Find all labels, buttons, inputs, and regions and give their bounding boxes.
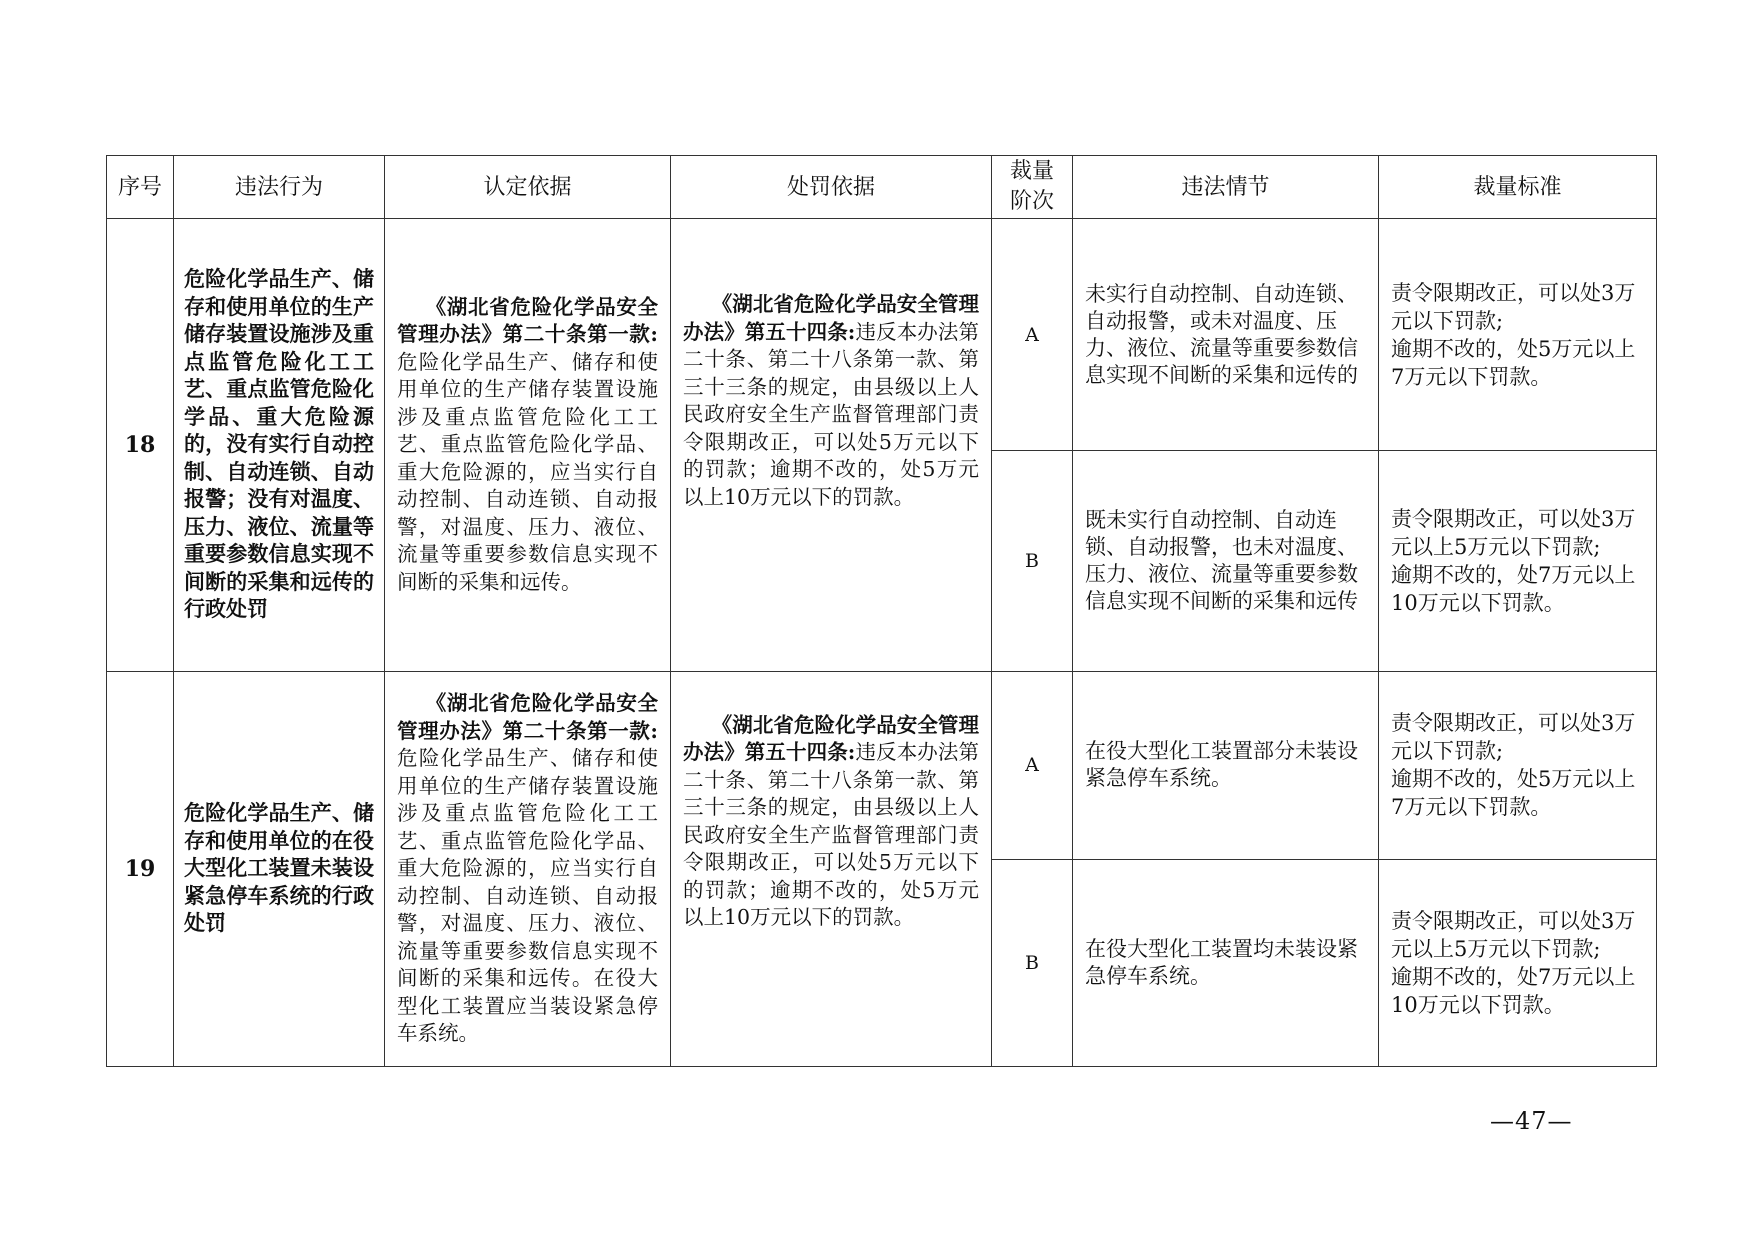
header-basis: 认定依据: [385, 156, 671, 219]
tier-label: B: [992, 859, 1073, 1066]
basis-lead: 《湖北省危险化学品安全管理办法》第二十条第一款:: [397, 294, 658, 347]
header-penalty-basis: 处罚依据: [671, 156, 992, 219]
page-number: —47—: [1490, 1107, 1573, 1135]
discretion-standard: [1379, 451, 1657, 671]
standard-line: 责令限期改正，可以处3万元以上5万元以下罚款;: [1391, 908, 1636, 961]
standard-line: 逾期不改的，处7万元以上10万元以下罚款。: [1391, 562, 1636, 615]
penalty-basis: [671, 219, 992, 671]
header-tier: 裁量阶次: [992, 156, 1073, 219]
violation-circumstance: 未实行自动控制、自动连锁、自动报警，或未对温度、压力、液位、流量等重要参数信息实现不间断的采集和远传的: [1073, 219, 1379, 451]
table-row: [107, 219, 1657, 451]
header-circumstance: 违法情节: [1073, 156, 1379, 219]
row-number: 19: [107, 671, 174, 1066]
table-row: [107, 671, 1657, 859]
penalty-lead: 《湖北省危险化学品安全管理办法》第五十四条:: [683, 292, 979, 344]
basis-lead: 《湖北省危险化学品安全管理办法》第二十条第一款:: [397, 691, 658, 743]
discretion-standard: [1379, 859, 1657, 1066]
header-behavior: 违法行为: [174, 156, 385, 219]
violation-circumstance: 既未实行自动控制、自动连锁、自动报警，也未对温度、压力、液位、流量等重要参数信息实现不间断的采集和远传: [1073, 451, 1379, 671]
determination-basis: [385, 671, 671, 1066]
row-number: 18: [107, 219, 174, 671]
penalty-lead: 《湖北省危险化学品安全管理办法》第五十四条:: [683, 712, 979, 765]
penalty-basis: [671, 671, 992, 1066]
discretion-standard: [1379, 219, 1657, 451]
tier-label: A: [992, 671, 1073, 859]
standard-line: 责令限期改正，可以处3万元以上5万元以下罚款;: [1391, 506, 1636, 559]
violation-circumstance: 在役大型化工装置部分未装设紧急停车系统。: [1073, 671, 1379, 859]
header-standard: 裁量标准: [1379, 156, 1657, 219]
basis-text: 危险化学品生产、储存和使用单位的生产储存装置设施涉及重点监管危险化工工艺、重点监管危险化学品、重大危险源的，应当实行自动控制、自动连锁、自动报警，对温度、压力、液位、流量等重要参数信息实现不间断的采集和远传。在役大型化工装置应当装设紧急停车系统。: [397, 746, 658, 1046]
standard-line: 责令限期改正，可以处3万元以下罚款;: [1391, 280, 1636, 333]
violation-circumstance: 在役大型化工装置均未装设紧急停车系统。: [1073, 859, 1379, 1066]
penalty-text: 违反本办法第二十条、第二十八条第一款、第三十三条的规定，由县级以上人民政府安全生产监督管理部门责令限期改正，可以处5万元以下的罚款；逾期不改的，处5万元以上10万元以下的罚款。: [683, 740, 979, 930]
basis-text: 危险化学品生产、储存和使用单位的生产储存装置设施涉及重点监管危险化工工艺、重点监管危险化学品、重大危险源的，应当实行自动控制、自动连锁、自动报警，对温度、压力、液位、流量等重要参数信息实现不间断的采集和远传。: [397, 349, 658, 594]
standard-line: 责令限期改正，可以处3万元以下罚款;: [1391, 711, 1636, 764]
standard-line: 逾期不改的，处5万元以上7万元以下罚款。: [1391, 767, 1636, 820]
standard-line: 逾期不改的，处7万元以上10万元以下罚款。: [1391, 964, 1636, 1017]
tier-label: B: [992, 451, 1073, 671]
tier-label: A: [992, 219, 1073, 451]
determination-basis: [385, 219, 671, 671]
header-row: [107, 156, 1657, 219]
penalty-discretion-table: [106, 155, 1657, 1067]
penalty-text: 违反本办法第二十条、第二十八条第一款、第三十三条的规定，由县级以上人民政府安全生产监督管理部门责令限期改正，可以处5万元以下的罚款；逾期不改的，处5万元以上10万元以下的罚款。: [683, 319, 979, 509]
violation-behavior: 危险化学品生产、储存和使用单位的生产储存装置设施涉及重点监管危险化工工艺、重点监管危险化学品、重大危险源的，没有实行自动控制、自动连锁、自动报警；没有对温度、压力、液位、流量等重要参数信息实现不间断的采集和远传的行政处罚: [174, 219, 385, 671]
violation-behavior: 危险化学品生产、储存和使用单位的在役大型化工装置未装设紧急停车系统的行政处罚: [174, 671, 385, 1066]
header-seq: 序号: [107, 156, 174, 219]
standard-line: 逾期不改的，处5万元以上7万元以下罚款。: [1391, 336, 1636, 389]
discretion-standard: [1379, 671, 1657, 859]
